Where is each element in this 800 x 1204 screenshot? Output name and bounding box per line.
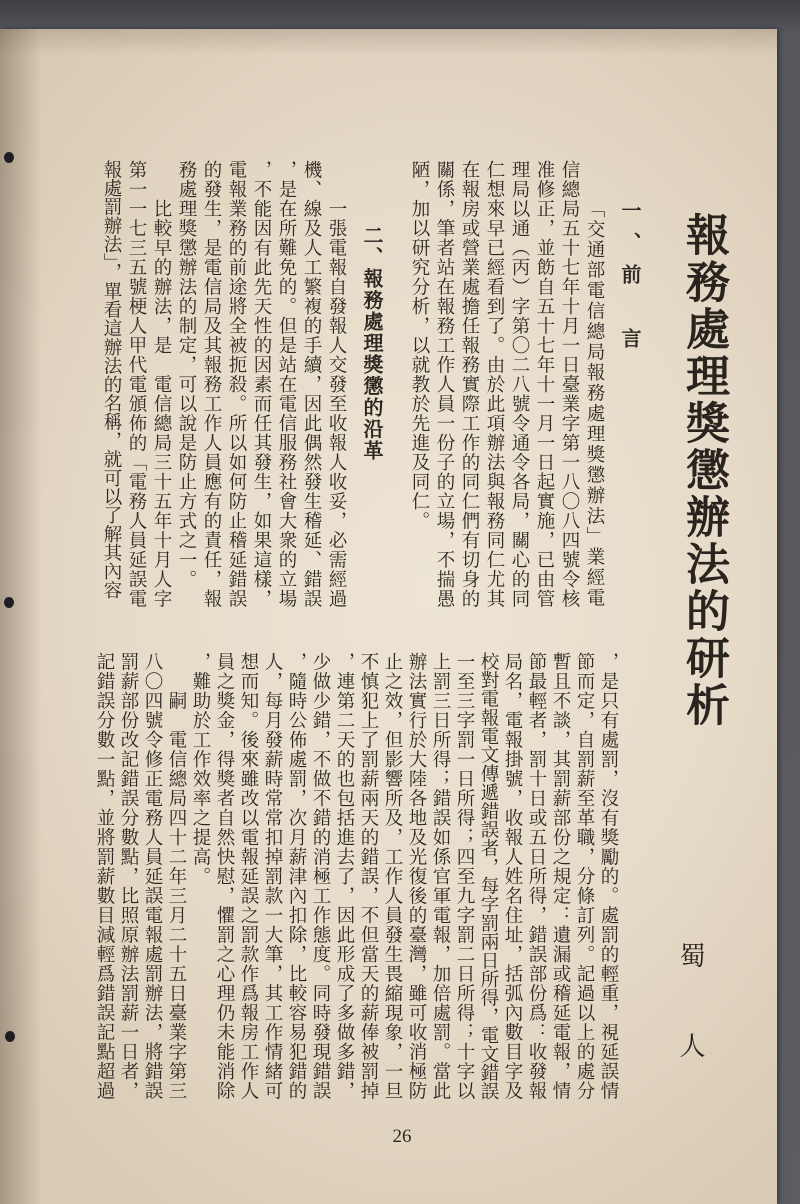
text-column: ，隨時公佈處罰，次月薪津內扣除，比較容易犯錯的: [286, 652, 307, 1101]
text-column: 嗣 電信總局四十二年三月二十五日臺業字第三: [166, 691, 187, 1101]
text-column: 節最輕者，罰十日或五日所得，錯誤部份爲：收發報: [526, 652, 547, 1101]
text-column: ，難助於工作效率之提高。: [190, 652, 211, 886]
text-column: 報處罰辦法」，單看這辦法的名稱，就可以了解其內容: [101, 160, 122, 600]
author-name: 蜀人: [675, 942, 705, 1122]
text-column: 八〇四號令修正電務人員延誤電報處罰辦法，將錯誤: [142, 652, 163, 1101]
text-column: 「交通部電信總局報務處理獎懲辦法」業經電: [584, 199, 605, 609]
text-column: 務處理獎懲辦法的制定，可以說是防止方式之一。: [176, 160, 197, 589]
text-column: ，不能因有此先天性的因素而任其發生，如果這樣，: [251, 160, 272, 609]
text-column: 准修正，並飭自五十七年十一月一日起實施，已由管: [534, 160, 555, 609]
text-column: ，是只有處罰，沒有獎勵的。處罰的輕重，視延誤情: [598, 652, 619, 1101]
article-title: 報務處理獎懲辦法的研析: [678, 212, 729, 729]
text-column: 一至三字罰一日所得；四至九字罰二日所得；十字以: [454, 652, 475, 1101]
text-column: 節而定，自罰薪至革職，分條訂列。記過以上的處分: [574, 652, 595, 1101]
text-column: 陋，加以研究分析，以就教於先進及同仁。: [409, 160, 430, 531]
text-column: 一張電報自發報人交發至收報人收妥，必需經過: [326, 199, 347, 609]
page-number: 26: [392, 1126, 412, 1147]
text-column: 理局以通（丙）字第〇二八號令通令各局，關心的同: [509, 160, 530, 609]
text-column: 比較早的辦法，是 電信總局三十五年十月人字: [151, 199, 172, 609]
text-column: 記錯誤分數一點，並將罰薪數目減輕爲錯誤記點超過: [94, 652, 115, 1101]
text-column: 信總局五十七年十月一日臺業字第一八〇八四號令核: [559, 160, 580, 609]
section-heading: 一、前 言: [618, 200, 642, 360]
text-column: ，是在所難免的。但是站在電信服務社會大衆的立場: [276, 160, 297, 609]
text-column: 少做少錯，不做不錯的消極工作態度。同時發現錯誤: [310, 652, 331, 1101]
section-heading: 二、報務處理獎懲的沿革: [360, 225, 384, 462]
text-column: ，連第二天的也包括進去了，因此形成了多做多錯，: [334, 652, 355, 1101]
text-column: 想而知。後來雖改以電報延誤之罰款作爲報房工作人: [238, 652, 259, 1101]
text-column: 員之獎金，得獎者自然快慰，懼罰之心理仍未能消除: [214, 652, 235, 1101]
text-column: 仁想來早已經看到了。由於此項辦法與報務同仁尤其: [484, 160, 505, 609]
text-column: 上罰三日所得；錯誤如係官軍電報，加倍處罰。當此: [430, 652, 451, 1101]
text-column: 校對電報電文傳遞錯誤者，每字罰兩日所得，電文錯誤: [478, 652, 499, 1101]
text-column: 暫且不談，其罰薪部份之規定：遺漏或稽延電報，情: [550, 652, 571, 1101]
text-column: 第一一七三五號梗人甲代電頒佈的「電務人員延誤電: [126, 160, 147, 609]
text-column: 的發生，是電信局及其報務工作人員應有的責任，報: [201, 160, 222, 609]
text-column: 局名，電報掛號，收報人姓名住址，括弧內數目字及: [502, 652, 523, 1101]
text-column: 機、線及人工繁複的手續，因此偶然發生稽延、錯誤: [301, 160, 322, 609]
text-column: 罰薪部份改記錯誤分數點，比照原辦法罰薪一日者，: [118, 652, 139, 1101]
text-column: 人，每月發薪時常常扣掉罰款一大筆，其工作情緒可: [262, 652, 283, 1101]
text-column: 辦法實行於大陸各地及光復後的臺灣，雖可收消極防: [406, 652, 427, 1101]
text-column: 止之效，但影響所及，工作人員發生畏縮現象，一旦: [382, 652, 403, 1101]
text-column: 不慎犯上了罰薪兩天的錯誤，不但當天的薪俸被罰掉: [358, 652, 379, 1101]
text-column: 電報業務的前途將全被扼殺。所以如何防止稽延錯誤: [226, 160, 247, 609]
text-column: 在報房或營業處擔任報務實際工作的同仁們有切身的: [459, 160, 480, 609]
text-column: 關係，筆者站在報務工作人員一份子的立場，不揣愚: [434, 160, 455, 609]
